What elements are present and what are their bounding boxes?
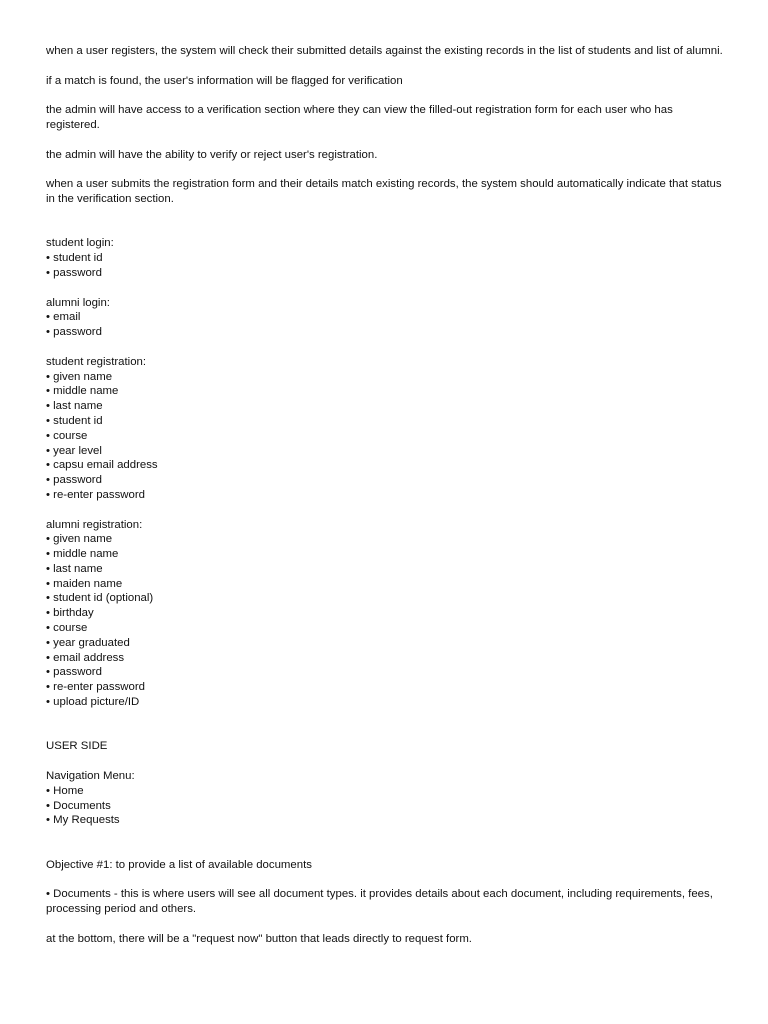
intro-paragraph-5: when a user submits the registration form and their details match existing records, the system should automatically indicate that status in the verification section.: [46, 178, 722, 205]
document-page: [46, 44, 728, 961]
list-item: • Home: [46, 784, 728, 799]
list-item: • year level: [46, 444, 728, 459]
list-item: • email address: [46, 651, 728, 666]
list-item: • middle name: [46, 547, 728, 562]
list-item: • re-enter password: [46, 680, 728, 695]
list-item: • birthday: [46, 606, 728, 621]
list-item: • Documents: [46, 799, 728, 814]
navigation-menu-heading: Navigation Menu:: [46, 770, 135, 783]
list-item: • last name: [46, 399, 728, 414]
intro-paragraph-4: the admin will have the ability to verify or reject user's registration.: [46, 148, 378, 161]
list-item: • student id: [46, 251, 728, 266]
list-item: • email: [46, 310, 728, 325]
user-side-heading: USER SIDE: [46, 740, 108, 753]
student-registration-heading: student registration:: [46, 355, 147, 368]
intro-paragraph-3: the admin will have access to a verification section where they can view the filled-out registration form for each user who has registered.: [46, 104, 673, 131]
navigation-menu-list: [46, 784, 728, 828]
documents-description: • Documents - this is where users will see all document types. it provides details about each document, including requirements, fees, processing period and others.: [46, 887, 728, 917]
alumni-login-list: [46, 310, 728, 340]
list-item: • upload picture/ID: [46, 695, 728, 710]
list-item: • last name: [46, 562, 728, 577]
spacer: [46, 222, 728, 237]
spacer: [46, 843, 728, 858]
alumni-registration-heading: alumni registration:: [46, 518, 143, 531]
student-login-heading: student login:: [46, 237, 114, 250]
student-login-list: [46, 251, 728, 281]
list-item: • middle name: [46, 384, 728, 399]
list-item: • password: [46, 665, 728, 680]
list-item: • password: [46, 473, 728, 488]
objective-1-heading: Objective #1: to provide a list of available documents: [46, 858, 312, 871]
list-item: • course: [46, 621, 728, 636]
intro-paragraph-2: if a match is found, the user's information will be flagged for verification: [46, 74, 403, 87]
objective-1-list: [46, 887, 728, 917]
list-item: • course: [46, 429, 728, 444]
list-item: • maiden name: [46, 577, 728, 592]
list-item: • My Requests: [46, 813, 728, 828]
list-item: • given name: [46, 370, 728, 385]
intro-paragraph-1: when a user registers, the system will check their submitted details against the existing records in the list of students and list of alumni.: [46, 45, 723, 57]
list-item: • password: [46, 325, 728, 340]
list-item: • given name: [46, 532, 728, 547]
list-item: • re-enter password: [46, 488, 728, 503]
list-item: • student id (optional): [46, 591, 728, 606]
objective-1-bottom-note: at the bottom, there will be a "request now" button that leads directly to request form.: [46, 932, 472, 945]
list-item: • student id: [46, 414, 728, 429]
list-item: • year graduated: [46, 636, 728, 651]
list-item: • capsu email address: [46, 458, 728, 473]
list-item: • password: [46, 266, 728, 281]
alumni-login-heading: alumni login:: [46, 296, 110, 309]
spacer: [46, 725, 728, 740]
alumni-registration-list: [46, 532, 728, 710]
student-registration-list: [46, 370, 728, 503]
